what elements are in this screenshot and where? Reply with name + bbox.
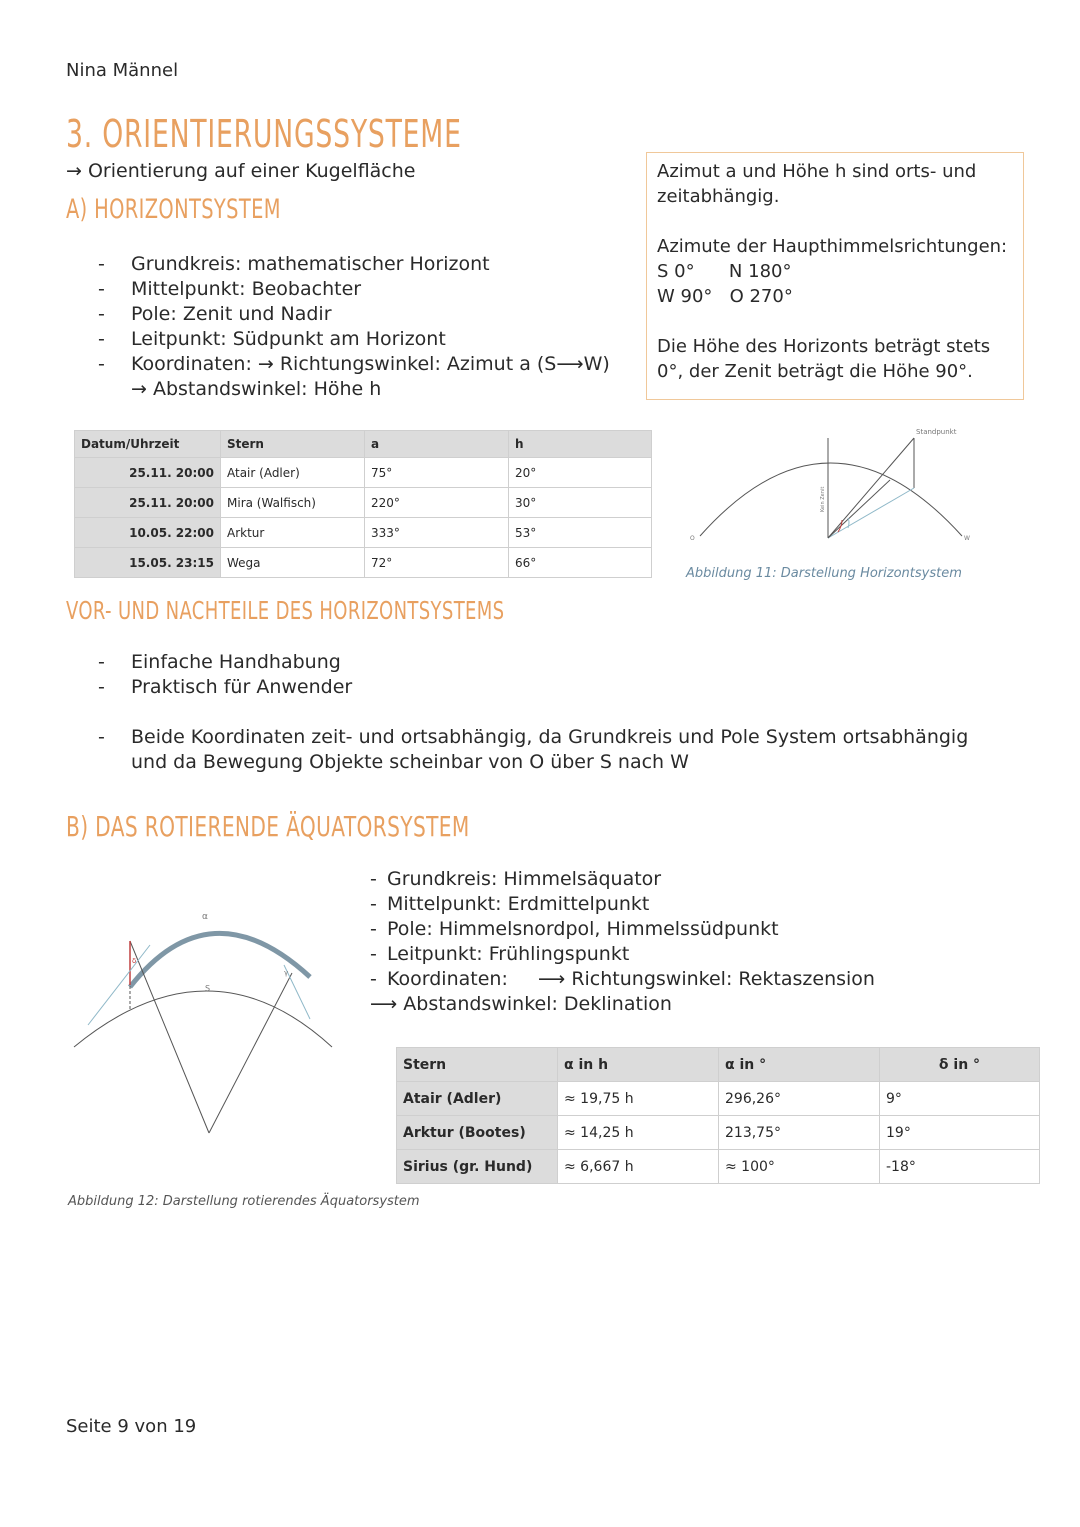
table-cell: 15.05. 23:15 [75, 548, 221, 578]
table-header: Datum/Uhrzeit [75, 431, 221, 458]
aequator-heading: B) DAS ROTIERENDE ÄQUATORSYSTEM [66, 810, 470, 843]
table-header: α in h [558, 1048, 719, 1082]
table-header: h [509, 431, 652, 458]
table-cell: 72° [365, 548, 509, 578]
standpunkt-label: Standpunkt [916, 428, 957, 436]
list-item: ⟶ Abstandswinkel: Deklination [370, 993, 672, 1015]
info-text: S 0° N 180° [657, 261, 792, 282]
info-text: Azimut a und Höhe h sind orts- und zeitabhängig. [657, 161, 977, 207]
table-cell: 25.11. 20:00 [75, 488, 221, 518]
author-name: Nina Männel [66, 60, 179, 81]
zenit-label: Kein Zenit [820, 486, 826, 512]
table-row [397, 1082, 1040, 1116]
table-cell: Arktur [221, 518, 365, 548]
pros-list [98, 650, 352, 700]
list-item: - Koordinaten: ⟶ Richtungswinkel: Rektaszension [370, 967, 875, 992]
table-cell: 53° [509, 518, 652, 548]
table-row [397, 1150, 1040, 1184]
table-cell: Arktur (Bootes) [397, 1116, 558, 1150]
table-cell: ≈ 19,75 h [558, 1082, 719, 1116]
aequator-diagram [70, 905, 340, 1145]
info-box [646, 152, 1024, 400]
table-cell: 9° [880, 1082, 1040, 1116]
table-cell: Mira (Walfisch) [221, 488, 365, 518]
table-cell: ≈ 100° [719, 1150, 880, 1184]
list-item: - Leitpunkt: Frühlingspunkt [370, 942, 875, 967]
list-item: - Koordinaten: → Richtungswinkel: Azimut a (S⟶W) [98, 352, 610, 377]
table-row [75, 458, 652, 488]
list-item: - Praktisch für Anwender [98, 675, 352, 700]
list-item: - Einfache Handhabung [98, 650, 352, 675]
table-cell: 296,26° [719, 1082, 880, 1116]
table-row [75, 488, 652, 518]
horizont-diagram [680, 420, 980, 550]
table-cell: Atair (Adler) [397, 1082, 558, 1116]
gamma-label: γ [284, 969, 289, 977]
list-item: - Grundkreis: Himmelsäquator [370, 867, 875, 892]
east-label: W [964, 535, 970, 542]
table-cell: Sirius (gr. Hund) [397, 1150, 558, 1184]
list-item: - Grundkreis: mathematischer Horizont [98, 252, 610, 277]
table-cell: 30° [509, 488, 652, 518]
info-text: W 90° O 270° [657, 286, 793, 307]
table-row [397, 1116, 1040, 1150]
info-text: Azimute der Haupthimmelsrichtungen: [657, 236, 1008, 257]
intro-text: → Orientierung auf einer Kugelfläche [66, 160, 416, 182]
table-cell: 333° [365, 518, 509, 548]
list-item: - Pole: Himmelsnordpol, Himmelssüdpunkt [370, 917, 875, 942]
list-item: - Leitpunkt: Südpunkt am Horizont [98, 327, 610, 352]
section-title: 3. ORIENTIERUNGSSYSTEME [66, 112, 462, 156]
table-header: a [365, 431, 509, 458]
horizont-table [74, 430, 652, 578]
horizont-heading: A) HORIZONTSYSTEM [66, 194, 281, 225]
table-cell: ≈ 6,667 h [558, 1150, 719, 1184]
table-cell: -18° [880, 1150, 1040, 1184]
table-cell: 75° [365, 458, 509, 488]
south-label: S [205, 984, 211, 993]
table-header: δ in ° [880, 1048, 1040, 1082]
table-cell: 213,75° [719, 1116, 880, 1150]
table-cell: 25.11. 20:00 [75, 458, 221, 488]
table-cell: 10.05. 22:00 [75, 518, 221, 548]
vorteile-heading: VOR- UND NACHTEILE DES HORIZONTSYSTEMS [66, 596, 505, 625]
table-cell: 20° [509, 458, 652, 488]
list-item: - Pole: Zenit und Nadir [98, 302, 610, 327]
table-header: α in ° [719, 1048, 880, 1082]
delta-label: δ [132, 957, 137, 965]
figure-caption: Abbildung 11: Darstellung Horizontsystem [686, 566, 962, 581]
table-cell: 66° [509, 548, 652, 578]
info-text: Die Höhe des Horizonts beträgt stets 0°, der Zenit beträgt die Höhe 90°. [657, 336, 991, 382]
list-item: - Mittelpunkt: Erdmittelpunkt [370, 892, 875, 917]
table-header: Stern [397, 1048, 558, 1082]
aequator-list [370, 867, 875, 1017]
table-row [75, 518, 652, 548]
table-cell: Atair (Adler) [221, 458, 365, 488]
cons-list [98, 725, 998, 775]
table-row [75, 548, 652, 578]
table-header: Stern [221, 431, 365, 458]
list-item: - Mittelpunkt: Beobachter [98, 277, 610, 302]
table-cell: ≈ 14,25 h [558, 1116, 719, 1150]
table-cell: 19° [880, 1116, 1040, 1150]
table-cell: Wega [221, 548, 365, 578]
list-item: - Beide Koordinaten zeit- und ortsabhängig, da Grundkreis und Pole System ortsabhängig und da Bewegung Objekte scheinbar von O über S nach W [98, 725, 998, 775]
figure-caption: Abbildung 12: Darstellung rotierendes Äquatorsystem [68, 1194, 420, 1209]
table-cell: 220° [365, 488, 509, 518]
alpha-label: α [202, 912, 208, 922]
list-item: → Abstandswinkel: Höhe h [131, 378, 382, 400]
west-label: O [690, 535, 695, 542]
aequator-table [396, 1047, 1040, 1184]
horizont-list [98, 252, 610, 402]
page-number: Seite 9 von 19 [66, 1416, 197, 1437]
